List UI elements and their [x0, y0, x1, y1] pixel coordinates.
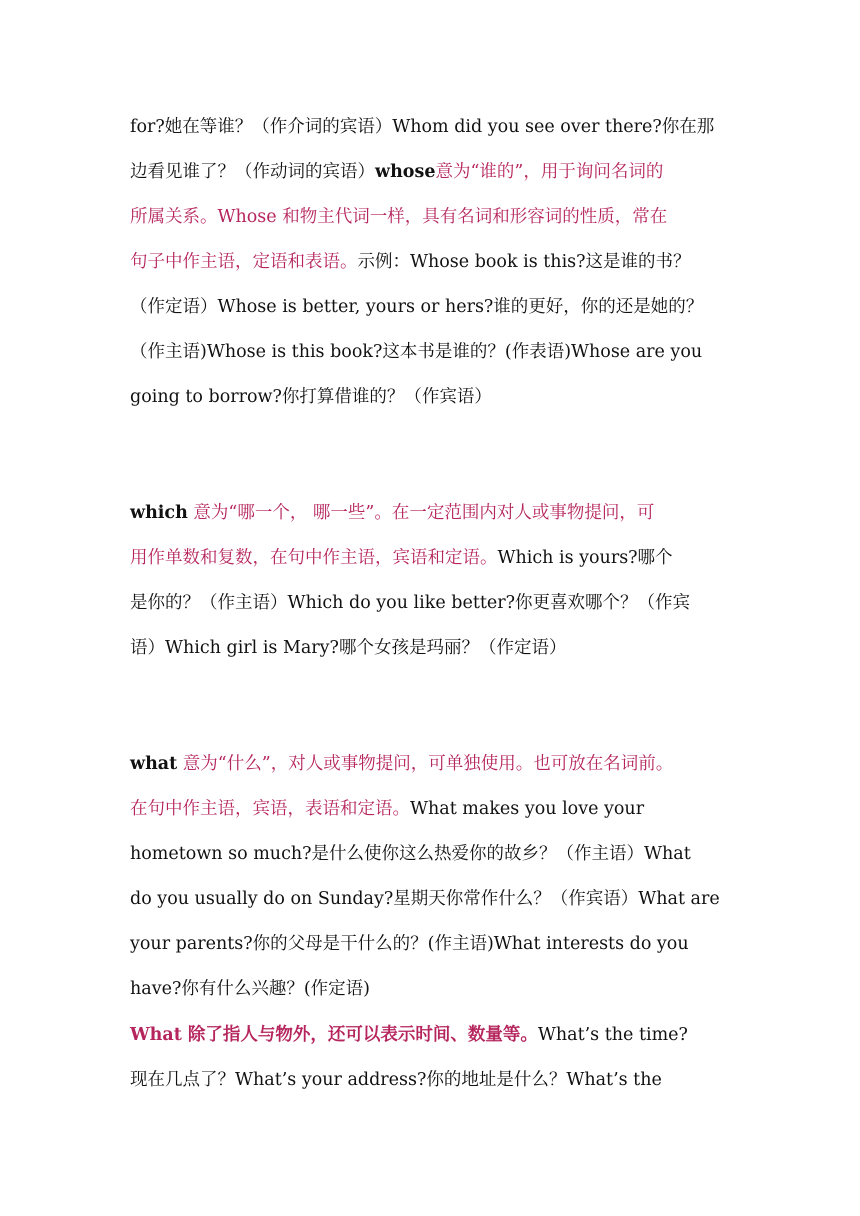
text-line-15 [130, 884, 720, 914]
keyword-which: which [130, 503, 188, 523]
keyword-what: what [130, 754, 178, 774]
text-line-5 [130, 292, 703, 322]
highlighted-text: 意为“哪一个， 哪一些”。在一定范围内对人或事物提问，可 [193, 503, 655, 523]
text-run: your parents?你的父母是干什么的？(作主语)What interests do you [130, 934, 689, 954]
text-run: 语）Which girl is Mary?哪个女孩是玛丽？（作定语） [130, 638, 567, 658]
text-run: （作定语）Whose is better, yours or hers?谁的更好，你的还是她的？ [130, 297, 704, 317]
highlighted-text: 意为“谁的”，用于询问名词的 [435, 162, 664, 182]
highlighted-text: 所属关系。Whose 和物主代词一样，具有名词和形容词的性质，常在 [130, 207, 668, 227]
text-run: do you usually do on Sunday?星期天你常作什么？（作宾语）What are [130, 889, 720, 909]
text-line-11 [130, 633, 566, 663]
text-run: 示例：Whose book is this?这是谁的书？ [357, 252, 691, 272]
text-run: Which is yours?哪个 [497, 548, 673, 568]
highlighted-text: 在句中作主语，宾语，表语和定语。 [130, 799, 410, 819]
highlighted-bold-text: What 除了指人与物外，还可以表示时间、数量等。 [130, 1025, 538, 1045]
highlighted-text: 句子中作主语，定语和表语。 [130, 252, 358, 272]
keyword-whose: whose [375, 162, 436, 182]
text-line-6 [130, 337, 702, 367]
text-run: hometown so much?是什么使你这么热爱你的故乡？（作主语）What [130, 844, 691, 864]
text-run: going to borrow?你打算借谁的？（作宾语） [130, 387, 492, 407]
text-line-17 [130, 974, 370, 1004]
text-line-1 [130, 112, 714, 142]
text-line-10 [130, 588, 690, 618]
text-line-16 [130, 929, 689, 959]
text-line-14 [130, 839, 691, 869]
highlighted-text: 意为“什么”，对人或事物提问，可单独使用。也可放在名词前。 [182, 754, 674, 774]
text-line-18 [130, 1020, 688, 1050]
text-line-13 [130, 794, 644, 824]
highlighted-text: 用作单数和复数，在句中作主语，宾语和定语。 [130, 548, 498, 568]
text-line-3 [130, 202, 667, 232]
text-run: for?她在等谁？（作介词的宾语）Whom did you see over there?你在那 [130, 117, 715, 137]
text-line-2 [130, 157, 663, 187]
text-line-8 [130, 498, 654, 528]
text-run: 边看见谁了？（作动词的宾语） [130, 162, 375, 182]
text-run: What makes you love your [410, 799, 645, 819]
text-line-7 [130, 382, 492, 412]
text-line-19 [130, 1065, 662, 1095]
text-run: 现在几点了？What’s your address?你的地址是什么？What’s the [130, 1070, 662, 1090]
text-run: （作主语)Whose is this book?这本书是谁的？(作表语)Whose are you [130, 342, 703, 362]
text-run: 是你的？（作主语）Which do you like better?你更喜欢哪个？（作宾 [130, 593, 690, 613]
text-run: have?你有什么兴趣？(作定语) [130, 979, 370, 999]
text-run: What’s the time? [537, 1025, 688, 1045]
text-line-4 [130, 247, 691, 277]
text-line-12 [130, 749, 673, 779]
text-line-9 [130, 543, 673, 573]
